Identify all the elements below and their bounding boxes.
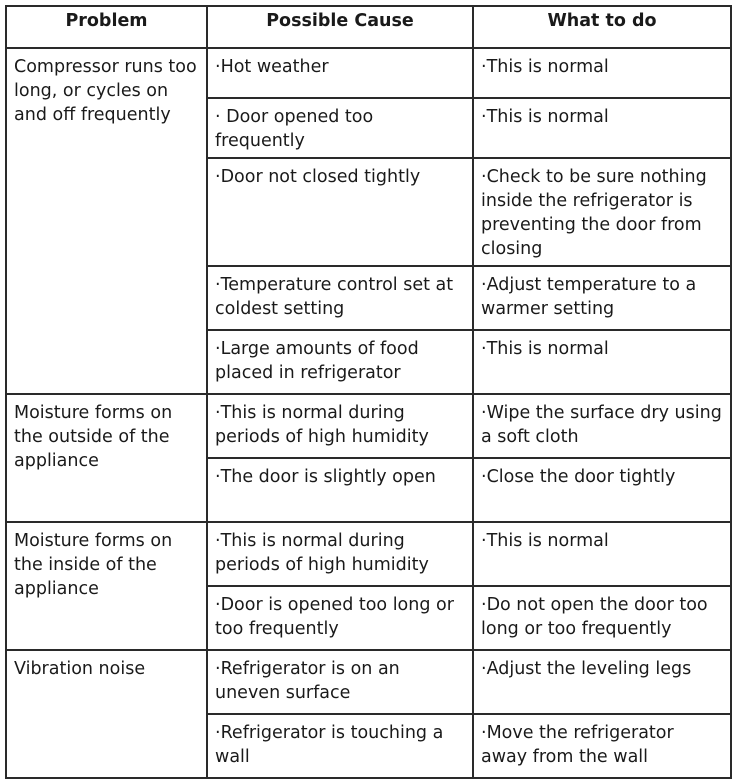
- table-row: [6, 394, 731, 458]
- cause-cell: ·Refrigerator is on an uneven surface: [207, 650, 473, 714]
- cause-cell: ·The door is slightly open: [207, 458, 473, 522]
- cause-cell: ·Large amounts of food placed in refrigerator: [207, 330, 473, 394]
- action-cell: ·This is normal: [473, 522, 731, 586]
- action-cell: ·Adjust the leveling legs: [473, 650, 731, 714]
- cause-cell: · Door opened too frequently: [207, 98, 473, 158]
- header-problem: Problem: [6, 6, 207, 48]
- action-cell: ·This is normal: [473, 48, 731, 98]
- cause-cell: ·Hot weather: [207, 48, 473, 98]
- action-cell: ·This is normal: [473, 330, 731, 394]
- cause-cell: ·Refrigerator is touching a wall: [207, 714, 473, 778]
- header-what-to-do: What to do: [473, 6, 731, 48]
- action-cell: ·Move the refrigerator away from the wall: [473, 714, 731, 778]
- cause-cell: ·Door not closed tightly: [207, 158, 473, 266]
- cause-cell: ·This is normal during periods of high humidity: [207, 394, 473, 458]
- table-row: [6, 650, 731, 714]
- action-cell: ·Check to be sure nothing inside the refrigerator is preventing the door from closing: [473, 158, 731, 266]
- cause-cell: ·Temperature control set at coldest setting: [207, 266, 473, 330]
- action-cell: ·Close the door tightly: [473, 458, 731, 522]
- cause-cell: ·This is normal during periods of high humidity: [207, 522, 473, 586]
- problem-cell: Moisture forms on the inside of the appliance: [6, 522, 207, 650]
- troubleshooting-table: [5, 5, 732, 779]
- problem-cell: Compressor runs too long, or cycles on and off frequently: [6, 48, 207, 394]
- action-cell: ·Do not open the door too long or too frequently: [473, 586, 731, 650]
- action-cell: ·Wipe the surface dry using a soft cloth: [473, 394, 731, 458]
- cause-cell: ·Door is opened too long or too frequently: [207, 586, 473, 650]
- problem-cell: Vibration noise: [6, 650, 207, 778]
- action-cell: ·Adjust temperature to a warmer setting: [473, 266, 731, 330]
- header-possible-cause: Possible Cause: [207, 6, 473, 48]
- problem-cell: Moisture forms on the outside of the appliance: [6, 394, 207, 522]
- header-row: [6, 6, 731, 48]
- table-row: [6, 522, 731, 586]
- action-cell: ·This is normal: [473, 98, 731, 158]
- table-row: [6, 48, 731, 98]
